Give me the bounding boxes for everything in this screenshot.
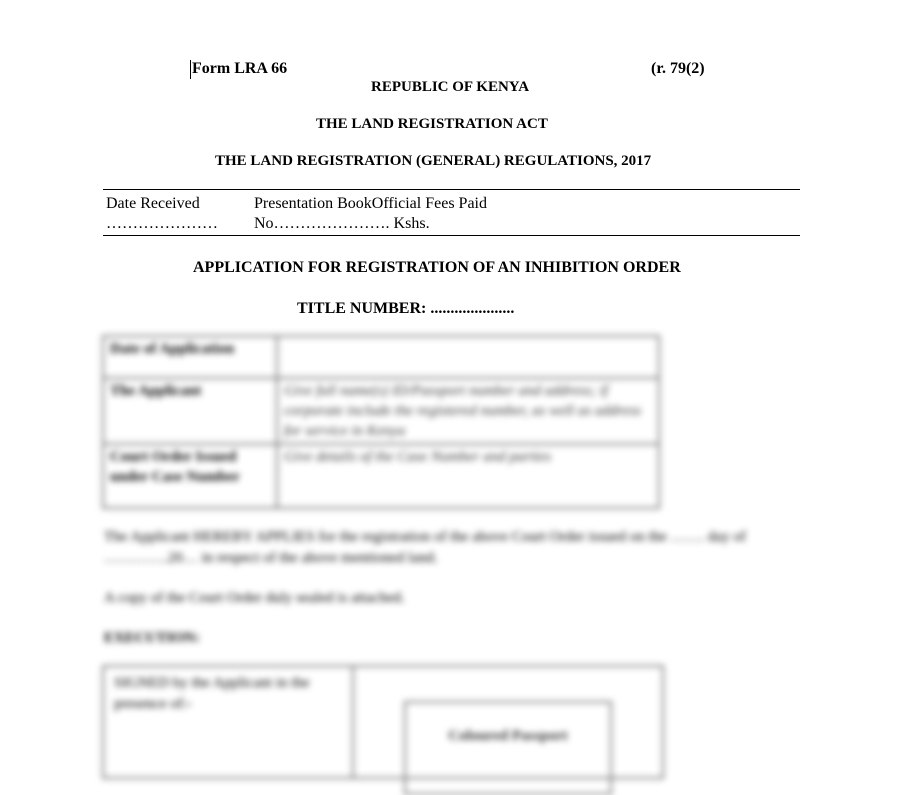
- document-title: APPLICATION FOR REGISTRATION OF AN INHIBITION ORDER: [193, 259, 681, 276]
- table-row: [103, 336, 659, 378]
- details-table: [102, 335, 660, 509]
- presentation-label: Presentation BookOfficial Fees Paid: [254, 195, 487, 212]
- table-row: [103, 444, 659, 508]
- photo-label: Coloured Passport: [448, 728, 568, 744]
- row-label: Date of Application: [103, 336, 277, 378]
- attachment-note: A copy of the Court Order duly sealed is attached.: [104, 590, 405, 606]
- form-number: Form LRA 66: [192, 60, 288, 77]
- row-label: The Applicant: [103, 378, 277, 444]
- date-received-label: Date Received: [106, 195, 200, 212]
- row-label: Court Order Issued under Case Number: [103, 444, 277, 508]
- table-row: [103, 378, 659, 444]
- rule-reference: (r. 79(2): [651, 60, 705, 77]
- execution-box: [102, 665, 664, 779]
- passport-photo-box: [404, 701, 612, 795]
- book-number-dots: No…………………. Kshs.: [254, 215, 430, 232]
- title-number: TITLE NUMBER: .....................: [297, 300, 515, 317]
- date-received-dots: …………………: [106, 215, 218, 232]
- execution-signature-cell: [104, 667, 354, 777]
- row-value: Give full name(s) ID/Passport number and address; if corporate include the registered number, as well as address for service in Kenya: [277, 378, 659, 444]
- regulations-heading: THE LAND REGISTRATION (GENERAL) REGULATIONS, 2017: [215, 153, 652, 169]
- republic-heading: REPUBLIC OF KENYA: [371, 79, 530, 95]
- act-heading: THE LAND REGISTRATION ACT: [316, 116, 548, 132]
- signed-text: SIGNED by the Applicant in the presence of:-: [114, 675, 310, 712]
- row-value: Give details of the Case Number and parties: [277, 444, 659, 508]
- execution-heading: EXECUTION:: [104, 630, 200, 646]
- row-value: [277, 336, 659, 378]
- application-paragraph: The Applicant HEREBY APPLIES for the registration of the above Court Order issued on the ……. day of ………….20… in respect of the above mentioned land.: [104, 529, 746, 566]
